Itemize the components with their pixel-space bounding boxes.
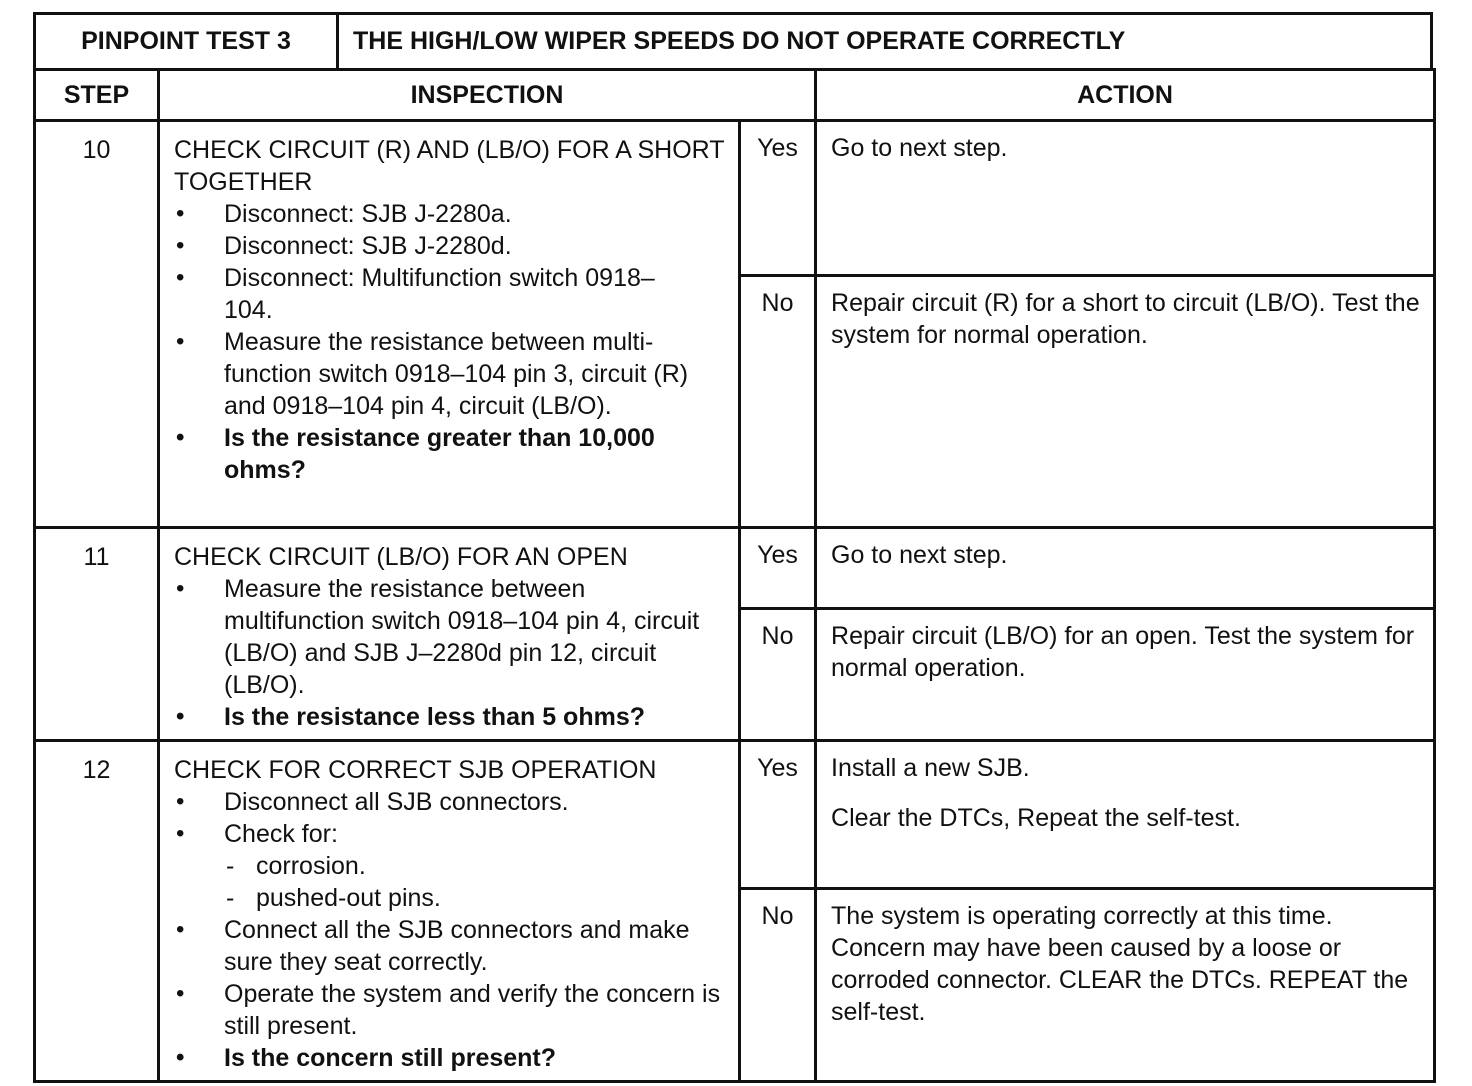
test-title: THE HIGH/LOW WIPER SPEEDS DO NOT OPERATE CORRECTLY: [353, 27, 1126, 55]
yes-action: [816, 528, 1435, 609]
pinpoint-table: [33, 68, 1436, 1083]
step-number: 10: [35, 121, 159, 528]
sub-item: - pushed-out pins.: [224, 882, 728, 914]
inspection-cell: [159, 741, 740, 1082]
bullet-item: • Disconnect: Multifunction switch 0918–104.: [174, 262, 728, 326]
inspection-cell: [159, 528, 740, 741]
inspection-bullets: [174, 198, 728, 486]
bullet-item: • Connect all the SJB connectors and make sure they seat correctly.: [174, 914, 728, 978]
inspection-title: CHECK CIRCUIT (R) AND (LB/O) FOR A SHORT TOGETHER: [174, 136, 725, 196]
bullet-text: Check for:: [224, 820, 338, 848]
action-text: Clear the DTCs, Repeat the self-test.: [831, 804, 1241, 832]
bullet-item: • Measure the resistance between multifunction switch 0918–104 pin 4, circuit (LB/O) and SJB J–2280d pin 12, circuit (LB/O).: [174, 573, 728, 701]
no-label: No: [740, 275, 816, 527]
inspection-question: • Is the concern still present?: [174, 1042, 728, 1074]
step-row-10: [35, 121, 1435, 276]
yes-action: [816, 121, 1435, 276]
inspection-question: • Is the resistance less than 5 ohms?: [174, 701, 728, 733]
yes-label: Yes: [740, 741, 816, 889]
test-label: PINPOINT TEST 3: [36, 15, 339, 68]
bullet-item: • Disconnect all SJB connectors.: [174, 786, 728, 818]
inspection-bullets: [174, 786, 728, 1074]
sub-item: - corrosion.: [224, 850, 728, 882]
column-header-action: ACTION: [816, 70, 1435, 121]
yes-action: [816, 741, 1435, 889]
step-row-11: [35, 528, 1435, 609]
no-action: [816, 609, 1435, 741]
bullet-item: • Disconnect: SJB J-2280a.: [174, 198, 728, 230]
column-header-step: STEP: [35, 70, 159, 121]
inspection-bullets: [174, 573, 728, 733]
step-number: 12: [35, 741, 159, 1082]
yes-label: Yes: [740, 121, 816, 276]
action-text: Install a new SJB.: [831, 754, 1030, 782]
action-text: Repair circuit (R) for a short to circuit (LB/O). Test the system for normal operation.: [831, 288, 1420, 349]
column-header-inspection: INSPECTION: [159, 70, 816, 121]
action-text: Repair circuit (LB/O) for an open. Test the system for normal operation.: [831, 622, 1415, 683]
step-row-12: [35, 741, 1435, 889]
no-label: No: [740, 889, 816, 1082]
no-action: [816, 889, 1435, 1082]
yes-label: Yes: [740, 528, 816, 609]
inspection-question: • Is the resistance greater than 10,000 ohms?: [174, 422, 728, 486]
check-items: [224, 850, 728, 914]
bullet-item: [174, 818, 728, 914]
pinpoint-test-document: [33, 12, 1433, 1083]
no-label: No: [740, 609, 816, 741]
bullet-item: • Disconnect: SJB J-2280d.: [174, 230, 728, 262]
title-row: [33, 12, 1433, 68]
inspection-title: CHECK FOR CORRECT SJB OPERATION: [174, 756, 657, 784]
bullet-item: • Operate the system and verify the concern is still present.: [174, 978, 728, 1042]
action-text: The system is operating correctly at this time. Concern may have been caused by a loose or corroded connector. CLEAR the DTCs. REPEAT the self-test.: [831, 902, 1409, 1027]
action-text: Go to next step.: [831, 541, 1008, 569]
bullet-item: • Measure the resistance between multi-function switch 0918–104 pin 3, circuit (R) and 0918–104 pin 4, circuit (LB/O).: [174, 326, 728, 422]
column-header-row: [35, 70, 1435, 121]
action-text: Go to next step.: [831, 134, 1008, 162]
inspection-cell: [159, 121, 740, 528]
inspection-title: CHECK CIRCUIT (LB/O) FOR AN OPEN: [174, 543, 628, 571]
no-action: [816, 275, 1435, 527]
step-number: 11: [35, 528, 159, 741]
